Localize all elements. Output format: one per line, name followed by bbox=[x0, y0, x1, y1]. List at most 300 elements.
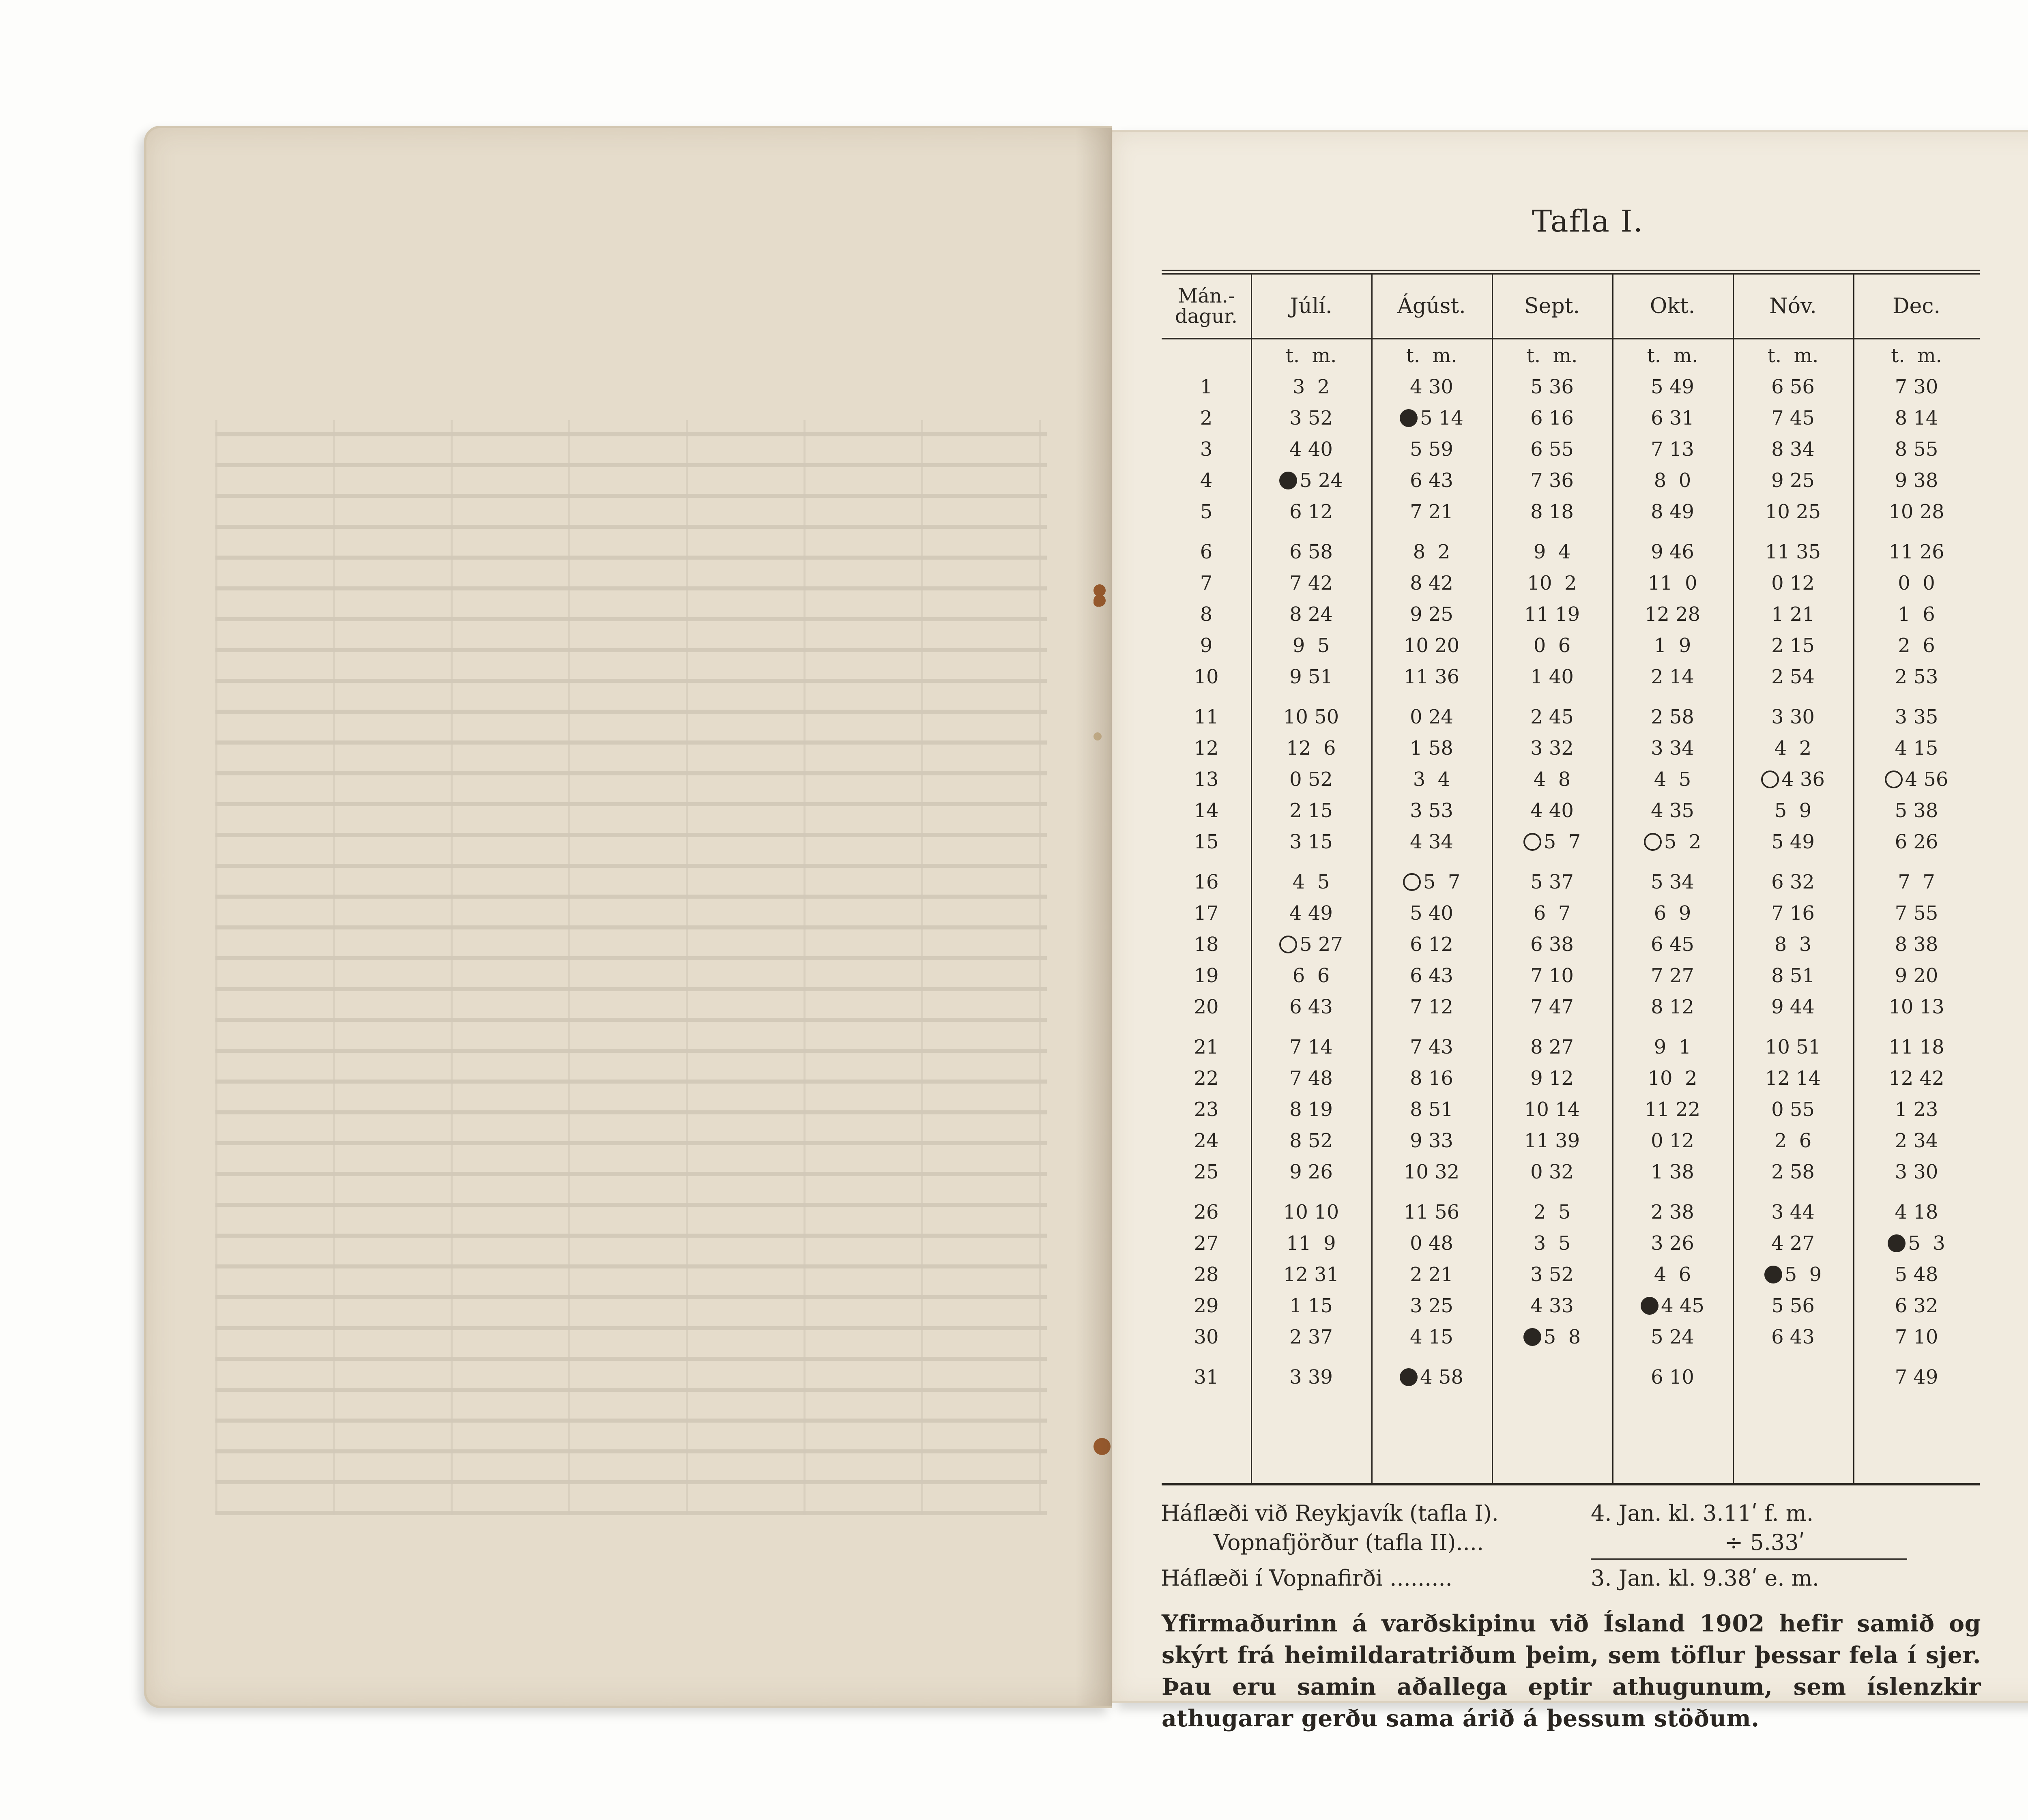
tide-time-cell bbox=[1853, 1230, 1980, 1257]
table-row bbox=[1162, 601, 1980, 628]
tide-time-cell bbox=[1371, 1127, 1492, 1155]
tide-time-cell bbox=[1492, 538, 1612, 566]
day-number: 9 bbox=[1200, 634, 1213, 657]
tide-time-cell bbox=[1853, 538, 1980, 566]
tide-time-cell bbox=[1853, 1033, 1980, 1061]
tide-time-cell bbox=[1853, 1127, 1980, 1155]
tide-time-cell bbox=[1853, 703, 1980, 731]
tide-time: 5 38 bbox=[1895, 799, 1938, 822]
table-row bbox=[1162, 1363, 1980, 1391]
tide-time-cell bbox=[1733, 498, 1853, 526]
tide-time: 4 45 bbox=[1661, 1294, 1704, 1317]
tide-time: 1 15 bbox=[1289, 1294, 1333, 1317]
tide-time-cell bbox=[1492, 1261, 1612, 1288]
tide-time: 11 9 bbox=[1286, 1232, 1336, 1255]
tide-time: 7 13 bbox=[1651, 438, 1694, 461]
tide-time-cell bbox=[1612, 1363, 1733, 1391]
tide-time: 5 59 bbox=[1410, 438, 1453, 461]
table-row bbox=[1162, 538, 1980, 566]
tide-time-cell bbox=[1612, 404, 1733, 432]
tide-time: 7 36 bbox=[1530, 469, 1574, 492]
day-number: 12 bbox=[1194, 737, 1219, 760]
tide-time: 2 34 bbox=[1895, 1129, 1938, 1152]
tide-time-cell bbox=[1733, 1323, 1853, 1351]
tide-time: 7 21 bbox=[1410, 500, 1453, 523]
tide-time: 4 2 bbox=[1774, 737, 1812, 760]
tide-time-cell bbox=[1492, 498, 1612, 526]
tide-time: 9 5 bbox=[1292, 634, 1330, 657]
tide-time-cell bbox=[1251, 1158, 1371, 1186]
tide-time-cell bbox=[1492, 467, 1612, 494]
table-row bbox=[1162, 404, 1980, 432]
tide-time-cell bbox=[1612, 1198, 1733, 1226]
tide-time-cell bbox=[1612, 498, 1733, 526]
tide-time-cell bbox=[1853, 993, 1980, 1021]
tide-time-cell bbox=[1251, 1261, 1371, 1288]
tide-time-cell bbox=[1371, 569, 1492, 597]
tide-time: 7 14 bbox=[1289, 1036, 1333, 1058]
tide-time: 3 52 bbox=[1530, 1263, 1574, 1286]
tide-time-cell bbox=[1612, 734, 1733, 762]
tide-time-cell bbox=[1612, 962, 1733, 989]
tide-time-cell bbox=[1251, 1065, 1371, 1092]
tide-time-cell bbox=[1371, 632, 1492, 659]
tide-time: 6 56 bbox=[1771, 376, 1815, 398]
tide-time: 1 40 bbox=[1530, 665, 1574, 688]
tide-time: 6 12 bbox=[1289, 500, 1333, 523]
tide-time: 7 47 bbox=[1530, 996, 1574, 1018]
tide-time-cell bbox=[1492, 993, 1612, 1021]
tide-time-cell bbox=[1371, 1261, 1492, 1288]
tide-time: 8 16 bbox=[1410, 1067, 1453, 1090]
tide-time-cell bbox=[1371, 601, 1492, 628]
tide-time: 5 14 bbox=[1420, 407, 1463, 429]
tide-time-cell bbox=[1492, 1363, 1612, 1391]
tide-time: 2 15 bbox=[1771, 634, 1815, 657]
tide-time: 1 38 bbox=[1651, 1161, 1694, 1183]
tide-time-cell bbox=[1853, 404, 1980, 432]
tide-time: 7 48 bbox=[1289, 1067, 1333, 1090]
tide-time-cell bbox=[1612, 436, 1733, 463]
tide-time: 6 55 bbox=[1530, 438, 1574, 461]
tide-time-cell bbox=[1853, 931, 1980, 958]
tide-time: 11 35 bbox=[1765, 541, 1821, 563]
tide-time: 10 50 bbox=[1283, 706, 1339, 728]
tide-time: 2 58 bbox=[1651, 706, 1694, 728]
tide-time-cell bbox=[1853, 498, 1980, 526]
tide-time-cell bbox=[1733, 797, 1853, 824]
tide-time: 3 2 bbox=[1292, 376, 1330, 398]
new-moon-icon bbox=[1888, 1234, 1906, 1252]
day-number: 29 bbox=[1194, 1294, 1219, 1317]
tide-time: 10 2 bbox=[1648, 1067, 1697, 1090]
tide-time: 4 5 bbox=[1654, 768, 1691, 791]
tide-time: 4 5 bbox=[1292, 871, 1330, 893]
tide-time: 2 5 bbox=[1533, 1201, 1571, 1223]
new-moon-icon bbox=[1400, 1368, 1418, 1386]
tide-time-cell bbox=[1853, 1292, 1980, 1320]
tide-time-cell bbox=[1492, 663, 1612, 691]
tide-time-cell bbox=[1251, 404, 1371, 432]
tide-time-cell bbox=[1612, 993, 1733, 1021]
tide-time-cell bbox=[1371, 467, 1492, 494]
tide-time: 0 0 bbox=[1898, 572, 1935, 595]
tide-time: 8 38 bbox=[1895, 933, 1938, 956]
table-row bbox=[1162, 1261, 1980, 1288]
day-number: 11 bbox=[1194, 706, 1219, 728]
tide-time: 12 31 bbox=[1283, 1263, 1339, 1286]
tide-time: 6 10 bbox=[1651, 1366, 1694, 1389]
tide-time: 3 30 bbox=[1895, 1161, 1938, 1183]
tide-time-cell bbox=[1492, 1158, 1612, 1186]
tide-time-cell bbox=[1612, 1096, 1733, 1123]
tide-time-cell bbox=[1853, 1198, 1980, 1226]
new-moon-icon bbox=[1279, 472, 1297, 489]
tide-time: 8 24 bbox=[1289, 603, 1333, 626]
unit-row bbox=[1162, 342, 1980, 369]
tide-time-cell bbox=[1251, 538, 1371, 566]
day-number: 21 bbox=[1194, 1036, 1219, 1058]
day-number: 17 bbox=[1194, 902, 1219, 925]
source-note: Yfirmaðurinn á varðskipinu við Ísland 1902 hefir samið og skýrt frá heimildaratriðum þeim, sem töflur þessar fela í sjer. Þau eru samin aðallega eptir athugunum, sem íslenzkir athugarar gerðu sama árið á þessum stöðum. bbox=[1162, 1610, 1981, 1732]
tide-table bbox=[1162, 270, 1980, 1485]
binding-stitch bbox=[1093, 599, 1102, 607]
tide-time: 3 53 bbox=[1410, 799, 1453, 822]
tide-time: 4 18 bbox=[1895, 1201, 1938, 1223]
tide-time-cell bbox=[1733, 703, 1853, 731]
tide-time: 6 43 bbox=[1410, 469, 1453, 492]
tide-time: 9 25 bbox=[1410, 603, 1453, 626]
new-moon-icon bbox=[1641, 1297, 1658, 1315]
tide-time-cell bbox=[1853, 1261, 1980, 1288]
tide-time: 1 9 bbox=[1654, 634, 1691, 657]
calc-row-vopnafjordur bbox=[1112, 1528, 2004, 1557]
day-number: 4 bbox=[1200, 469, 1213, 492]
tide-time-cell bbox=[1371, 373, 1492, 401]
tide-time: 5 37 bbox=[1530, 871, 1574, 893]
tide-time: 10 32 bbox=[1403, 1161, 1460, 1183]
tide-time-cell bbox=[1853, 569, 1980, 597]
tide-time: 5 36 bbox=[1530, 376, 1574, 398]
tide-time: 10 2 bbox=[1527, 572, 1577, 595]
tide-time: 7 10 bbox=[1530, 964, 1574, 987]
day-number: 13 bbox=[1194, 768, 1219, 791]
tide-time: 11 39 bbox=[1524, 1129, 1580, 1152]
tide-time-cell bbox=[1853, 1323, 1980, 1351]
tide-time-cell bbox=[1492, 962, 1612, 989]
table-row bbox=[1162, 1158, 1980, 1186]
day-number: 10 bbox=[1194, 665, 1219, 688]
tide-time-cell bbox=[1251, 373, 1371, 401]
tide-time-cell bbox=[1733, 828, 1853, 856]
tide-time: 5 7 bbox=[1543, 831, 1581, 853]
tide-time: 12 6 bbox=[1286, 737, 1336, 760]
calc-value-result: 3. Jan. kl. 9.38ʹ e. m. bbox=[1591, 1565, 1820, 1591]
calc-label-vopnafjordur: Vopnafjörður (tafla II).... bbox=[1214, 1529, 1484, 1555]
calc-row-result bbox=[1112, 1563, 2004, 1592]
tide-time-cell bbox=[1371, 703, 1492, 731]
right-page bbox=[1112, 130, 2028, 1732]
tide-time-cell bbox=[1853, 1065, 1980, 1092]
tide-time: 5 3 bbox=[1908, 1232, 1945, 1255]
tide-time-cell bbox=[1612, 1230, 1733, 1257]
header-month-okt: Okt. bbox=[1650, 294, 1695, 318]
tide-time: 0 48 bbox=[1410, 1232, 1453, 1255]
tide-time-cell bbox=[1371, 1292, 1492, 1320]
tide-time-cell bbox=[1853, 467, 1980, 494]
table-row bbox=[1162, 1230, 1980, 1257]
tide-time-cell bbox=[1612, 632, 1733, 659]
tide-time: 4 36 bbox=[1781, 768, 1825, 791]
unit-label: t. m. bbox=[1767, 344, 1819, 367]
tide-time-cell bbox=[1251, 436, 1371, 463]
new-moon-icon bbox=[1400, 409, 1418, 427]
tide-time-cell bbox=[1853, 1096, 1980, 1123]
tide-time-cell bbox=[1371, 734, 1492, 762]
tide-time: 8 51 bbox=[1410, 1098, 1453, 1121]
tide-time: 5 9 bbox=[1774, 799, 1812, 822]
tide-time: 5 48 bbox=[1895, 1263, 1938, 1286]
day-number: 25 bbox=[1194, 1161, 1219, 1183]
tide-time-cell bbox=[1612, 663, 1733, 691]
unit-label: t. m. bbox=[1647, 344, 1698, 367]
tide-time: 4 40 bbox=[1289, 438, 1333, 461]
full-moon-icon bbox=[1644, 833, 1662, 851]
table-row bbox=[1162, 569, 1980, 597]
tide-time: 3 32 bbox=[1530, 737, 1574, 760]
table-row bbox=[1162, 931, 1980, 958]
day-number: 27 bbox=[1194, 1232, 1219, 1255]
tide-time-cell bbox=[1853, 1363, 1980, 1391]
tide-time: 8 42 bbox=[1410, 572, 1453, 595]
day-number: 16 bbox=[1194, 871, 1219, 893]
table-row bbox=[1162, 1033, 1980, 1061]
tide-time-cell bbox=[1371, 1363, 1492, 1391]
tide-time: 3 34 bbox=[1651, 737, 1694, 760]
tide-time-cell bbox=[1733, 1261, 1853, 1288]
tide-time: 9 20 bbox=[1895, 964, 1938, 987]
sum-rule bbox=[1591, 1558, 1907, 1560]
tide-time: 7 12 bbox=[1410, 996, 1453, 1018]
table-row bbox=[1162, 373, 1980, 401]
tide-time: 6 45 bbox=[1651, 933, 1694, 956]
tide-time-cell bbox=[1251, 498, 1371, 526]
table-row bbox=[1162, 828, 1980, 856]
tide-time: 2 38 bbox=[1651, 1201, 1694, 1223]
tide-time: 6 31 bbox=[1651, 407, 1694, 429]
tide-time: 7 42 bbox=[1289, 572, 1333, 595]
tide-time-cell bbox=[1733, 436, 1853, 463]
tide-time: 6 32 bbox=[1895, 1294, 1938, 1317]
table-row bbox=[1162, 1065, 1980, 1092]
tide-time: 10 14 bbox=[1524, 1098, 1580, 1121]
tide-time-cell bbox=[1371, 797, 1492, 824]
tide-time: 11 0 bbox=[1648, 572, 1697, 595]
tide-time: 3 25 bbox=[1410, 1294, 1453, 1317]
tide-time: 6 43 bbox=[1410, 964, 1453, 987]
tide-time-cell bbox=[1371, 1065, 1492, 1092]
tide-time-cell bbox=[1853, 797, 1980, 824]
tide-time-cell bbox=[1733, 569, 1853, 597]
calc-value-vopnafjordur: ÷ 5.33ʹ bbox=[1725, 1529, 1805, 1555]
tide-time-cell bbox=[1371, 766, 1492, 793]
tide-time: 10 28 bbox=[1888, 500, 1944, 523]
tide-time: 4 30 bbox=[1410, 376, 1453, 398]
tide-time-cell bbox=[1733, 868, 1853, 896]
tide-time: 2 54 bbox=[1771, 665, 1815, 688]
day-number: 26 bbox=[1194, 1201, 1219, 1223]
tide-time-cell bbox=[1733, 1292, 1853, 1320]
tide-time-cell bbox=[1492, 1127, 1612, 1155]
tide-time-cell bbox=[1371, 1323, 1492, 1351]
tide-time-cell bbox=[1251, 703, 1371, 731]
tide-time-cell bbox=[1853, 734, 1980, 762]
tide-time: 8 0 bbox=[1654, 469, 1691, 492]
tide-time-cell bbox=[1251, 1096, 1371, 1123]
tide-time: 8 52 bbox=[1289, 1129, 1333, 1152]
tide-time-cell bbox=[1251, 569, 1371, 597]
tide-time-cell bbox=[1371, 962, 1492, 989]
tide-time-cell bbox=[1371, 404, 1492, 432]
tide-time-cell bbox=[1371, 1198, 1492, 1226]
tide-time: 6 6 bbox=[1292, 964, 1330, 987]
tide-time: 9 12 bbox=[1530, 1067, 1574, 1090]
tide-time-cell bbox=[1853, 962, 1980, 989]
tide-time-cell bbox=[1733, 931, 1853, 958]
tide-time: 6 43 bbox=[1289, 996, 1333, 1018]
tide-time: 2 14 bbox=[1651, 665, 1694, 688]
tide-time-cell bbox=[1371, 1033, 1492, 1061]
tide-time: 5 40 bbox=[1410, 902, 1453, 925]
table-row bbox=[1162, 734, 1980, 762]
tide-time: 9 46 bbox=[1651, 541, 1694, 563]
tide-time: 4 58 bbox=[1420, 1366, 1463, 1389]
tide-time-cell bbox=[1733, 1230, 1853, 1257]
tide-time: 8 12 bbox=[1651, 996, 1694, 1018]
tide-time-cell bbox=[1612, 1158, 1733, 1186]
tide-time-cell bbox=[1251, 632, 1371, 659]
tide-time-cell bbox=[1612, 1033, 1733, 1061]
full-moon-icon bbox=[1761, 770, 1779, 788]
tide-time-cell bbox=[1612, 569, 1733, 597]
tide-time-cell bbox=[1492, 931, 1612, 958]
tide-time: 2 45 bbox=[1530, 706, 1574, 728]
tide-time-cell bbox=[1251, 1198, 1371, 1226]
tide-time: 4 15 bbox=[1410, 1326, 1453, 1348]
table-row bbox=[1162, 467, 1980, 494]
table-row bbox=[1162, 498, 1980, 526]
tide-time: 0 24 bbox=[1410, 706, 1453, 728]
day-number: 24 bbox=[1194, 1129, 1219, 1152]
tide-time: 0 12 bbox=[1651, 1129, 1694, 1152]
tide-time-cell bbox=[1251, 734, 1371, 762]
tide-time: 4 6 bbox=[1654, 1263, 1691, 1286]
tide-time: 3 15 bbox=[1289, 831, 1333, 853]
tide-time: 4 34 bbox=[1410, 831, 1453, 853]
tide-time: 0 6 bbox=[1533, 634, 1571, 657]
tide-time-cell bbox=[1251, 868, 1371, 896]
table-row bbox=[1162, 797, 1980, 824]
tide-time: 7 16 bbox=[1771, 902, 1815, 925]
tide-time-cell bbox=[1371, 498, 1492, 526]
tide-time: 5 2 bbox=[1664, 831, 1701, 853]
binding-stitch bbox=[1093, 595, 1106, 607]
tide-time-cell bbox=[1492, 404, 1612, 432]
calc-row-reykjavik bbox=[1112, 1498, 2004, 1528]
tide-time: 8 49 bbox=[1651, 500, 1694, 523]
tide-time: 8 18 bbox=[1530, 500, 1574, 523]
tide-time-cell bbox=[1733, 663, 1853, 691]
table-row bbox=[1162, 632, 1980, 659]
tide-time: 3 35 bbox=[1895, 706, 1938, 728]
tide-time: 5 49 bbox=[1651, 376, 1694, 398]
tide-time-cell bbox=[1251, 1323, 1371, 1351]
tide-time: 4 56 bbox=[1905, 768, 1949, 791]
tide-time-cell bbox=[1733, 1065, 1853, 1092]
tide-time-cell bbox=[1733, 1033, 1853, 1061]
tide-time: 7 7 bbox=[1898, 871, 1935, 893]
tide-time-cell bbox=[1492, 1065, 1612, 1092]
tide-time-cell bbox=[1371, 868, 1492, 896]
tide-time-cell bbox=[1733, 467, 1853, 494]
tide-time-cell bbox=[1251, 899, 1371, 927]
tide-time-cell bbox=[1853, 436, 1980, 463]
tide-time-cell bbox=[1251, 962, 1371, 989]
tide-time: 11 22 bbox=[1644, 1098, 1701, 1121]
tide-time: 6 7 bbox=[1533, 902, 1571, 925]
day-number: 1 bbox=[1200, 376, 1213, 398]
table-header bbox=[1162, 275, 1980, 339]
tide-time-cell bbox=[1733, 1158, 1853, 1186]
tide-time: 9 51 bbox=[1289, 665, 1333, 688]
tide-time: 8 27 bbox=[1530, 1036, 1574, 1058]
header-month-nóv: Nóv. bbox=[1769, 294, 1817, 318]
tide-time: 3 39 bbox=[1289, 1366, 1333, 1389]
tide-time-cell bbox=[1251, 828, 1371, 856]
tide-time: 1 58 bbox=[1410, 737, 1453, 760]
tide-time-cell bbox=[1612, 797, 1733, 824]
tide-time: 5 49 bbox=[1771, 831, 1815, 853]
tide-time-cell bbox=[1733, 734, 1853, 762]
tide-time: 4 49 bbox=[1289, 902, 1333, 925]
tide-time: 3 44 bbox=[1771, 1201, 1815, 1223]
tide-time: 0 32 bbox=[1530, 1161, 1574, 1183]
tide-time: 4 8 bbox=[1533, 768, 1571, 791]
tide-time: 1 23 bbox=[1895, 1098, 1938, 1121]
tide-time: 9 26 bbox=[1289, 1161, 1333, 1183]
day-number: 28 bbox=[1194, 1263, 1219, 1286]
day-number: 8 bbox=[1200, 603, 1213, 626]
tide-time: 2 53 bbox=[1895, 665, 1938, 688]
tide-time: 12 42 bbox=[1888, 1067, 1944, 1090]
tide-time: 9 38 bbox=[1895, 469, 1938, 492]
tide-time-cell bbox=[1251, 1363, 1371, 1391]
binding-stitch bbox=[1093, 1438, 1111, 1455]
tide-time: 2 6 bbox=[1774, 1129, 1812, 1152]
tide-time: 3 5 bbox=[1533, 1232, 1571, 1255]
tide-time-cell bbox=[1733, 373, 1853, 401]
tide-time: 8 3 bbox=[1774, 933, 1812, 956]
day-number: 6 bbox=[1200, 541, 1213, 563]
tide-time-cell bbox=[1612, 1127, 1733, 1155]
tide-time: 9 4 bbox=[1533, 541, 1571, 563]
day-number: 7 bbox=[1200, 572, 1213, 595]
tide-time: 6 16 bbox=[1530, 407, 1574, 429]
tide-time: 11 19 bbox=[1524, 603, 1580, 626]
table-row bbox=[1162, 1198, 1980, 1226]
day-number: 31 bbox=[1194, 1366, 1219, 1389]
tide-time: 10 20 bbox=[1403, 634, 1460, 657]
